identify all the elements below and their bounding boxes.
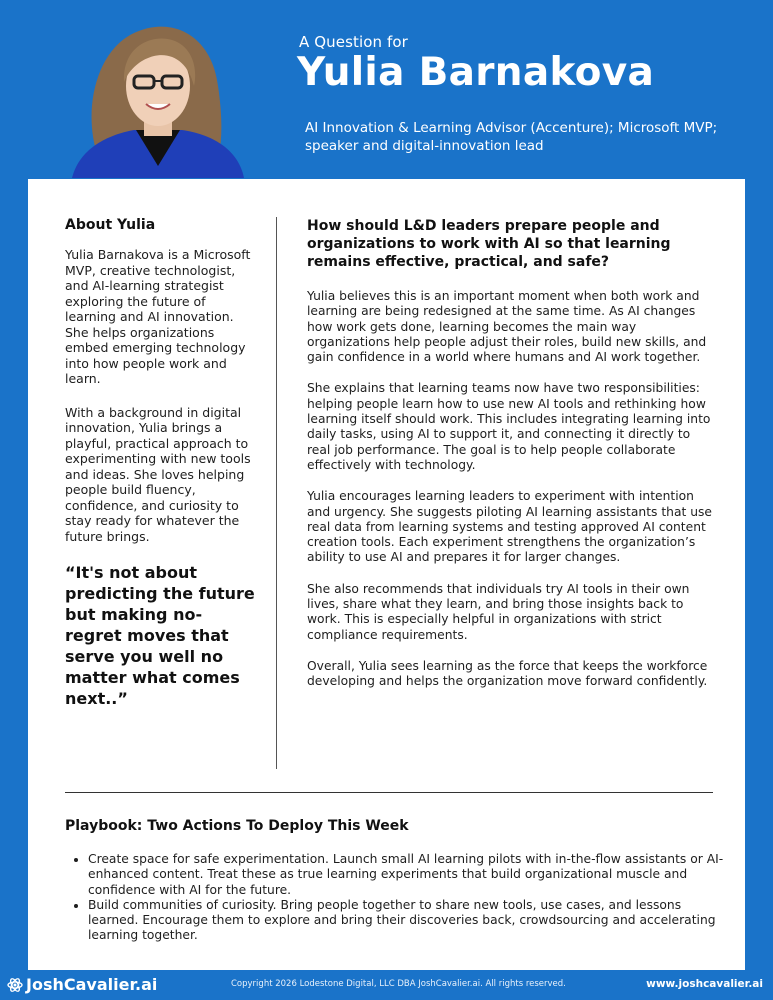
bio-paragraph: Yulia Barnakova is a Microsoft MVP, creative technologist, and AI-learning strategist exploring the future of learning and AI innovation. She helps organizations embed emerging technology into how people work and learn. — [65, 247, 251, 386]
answer-column — [307, 217, 717, 706]
section-divider — [65, 792, 713, 793]
portrait-photo — [62, 16, 250, 178]
person-role: AI Innovation & Learning Advisor (Accenture); Microsoft MVP; speaker and digital-innovation lead — [305, 120, 718, 154]
person-name: Yulia Barnakova — [297, 50, 655, 95]
answer-paragraph: Yulia believes this is an important moment when both work and learning are being redesigned at the same time. As AI changes how work gets done, learning becomes the main way organizations help people adjust their roles, build new skills, and gain confidence in a world where humans and AI work together. — [307, 289, 707, 365]
answer-paragraph: Overall, Yulia sees learning as the force that keeps the workforce developing and helps the organization move forward confidently. — [307, 658, 708, 689]
playbook-title: Playbook: Two Actions To Deploy This Week — [65, 818, 409, 834]
action-item: • Build communities of curiosity. Bring people together to share new tools, use cases, and lessons learned. Encourage them to explore and bring their discoveries back, crowdsourcing and accelerating learning together. — [88, 898, 728, 944]
about-column — [65, 217, 255, 709]
website-link[interactable]: www.joshcavalier.ai — [646, 978, 763, 990]
atom-logo-icon — [7, 977, 23, 993]
column-divider — [276, 217, 277, 769]
about-heading: About Yulia — [65, 217, 156, 233]
playbook-actions — [65, 852, 728, 944]
pull-quote: “It's not about predicting the future but making no-regret moves that serve you well no matter what comes next..” — [65, 563, 255, 708]
question-heading: How should L&D leaders prepare people and organizations to work with AI so that learning remains effective, practical, and safe? — [307, 218, 671, 270]
copyright-text: Copyright 2026 Lodestone Digital, LLC DBA JoshCavalier.ai. All rights reserved. — [231, 979, 566, 989]
footer — [0, 970, 773, 1000]
brand-logo[interactable] — [7, 975, 157, 994]
action-item: • Create space for safe experimentation. Launch small AI learning pilots with in-the-flow assistants or AI-enhanced content. Treat these as true learning experiments that build organizational muscle and confidence with AI for the future. — [88, 852, 728, 898]
answer-paragraph: She also recommends that individuals try AI tools in their own lives, share what they learn, and bring those insights back to work. This is especially helpful in organizations with strict compliance requirements. — [307, 581, 690, 642]
bio-paragraph: With a background in digital innovation, Yulia brings a playful, practical approach to experimenting with new tools and ideas. She loves helping people build fluency, confidence, and curiosity to stay ready for whatever the future brings. — [65, 404, 251, 544]
eyebrow-text: A Question for — [299, 33, 408, 51]
content-card — [28, 179, 745, 970]
answer-paragraph: Yulia encourages learning leaders to experiment with intention and urgency. She suggests piloting AI learning assistants that use real data from learning systems and testing approved AI content creation tools. Each experiment strengthens the organization’s ability to use AI and prepares it for larger changes. — [307, 489, 712, 565]
logo-text: JoshCavalier.ai — [26, 975, 158, 994]
answer-paragraph: She explains that learning teams now have two responsibilities: helping people learn how to use new AI tools and rethinking how learning itself should work. This includes integrating learning into daily tasks, using AI to support it, and connecting it directly to real job performance. The goal is to help people collaborate effectively with technology. — [307, 381, 711, 472]
header — [0, 0, 773, 178]
